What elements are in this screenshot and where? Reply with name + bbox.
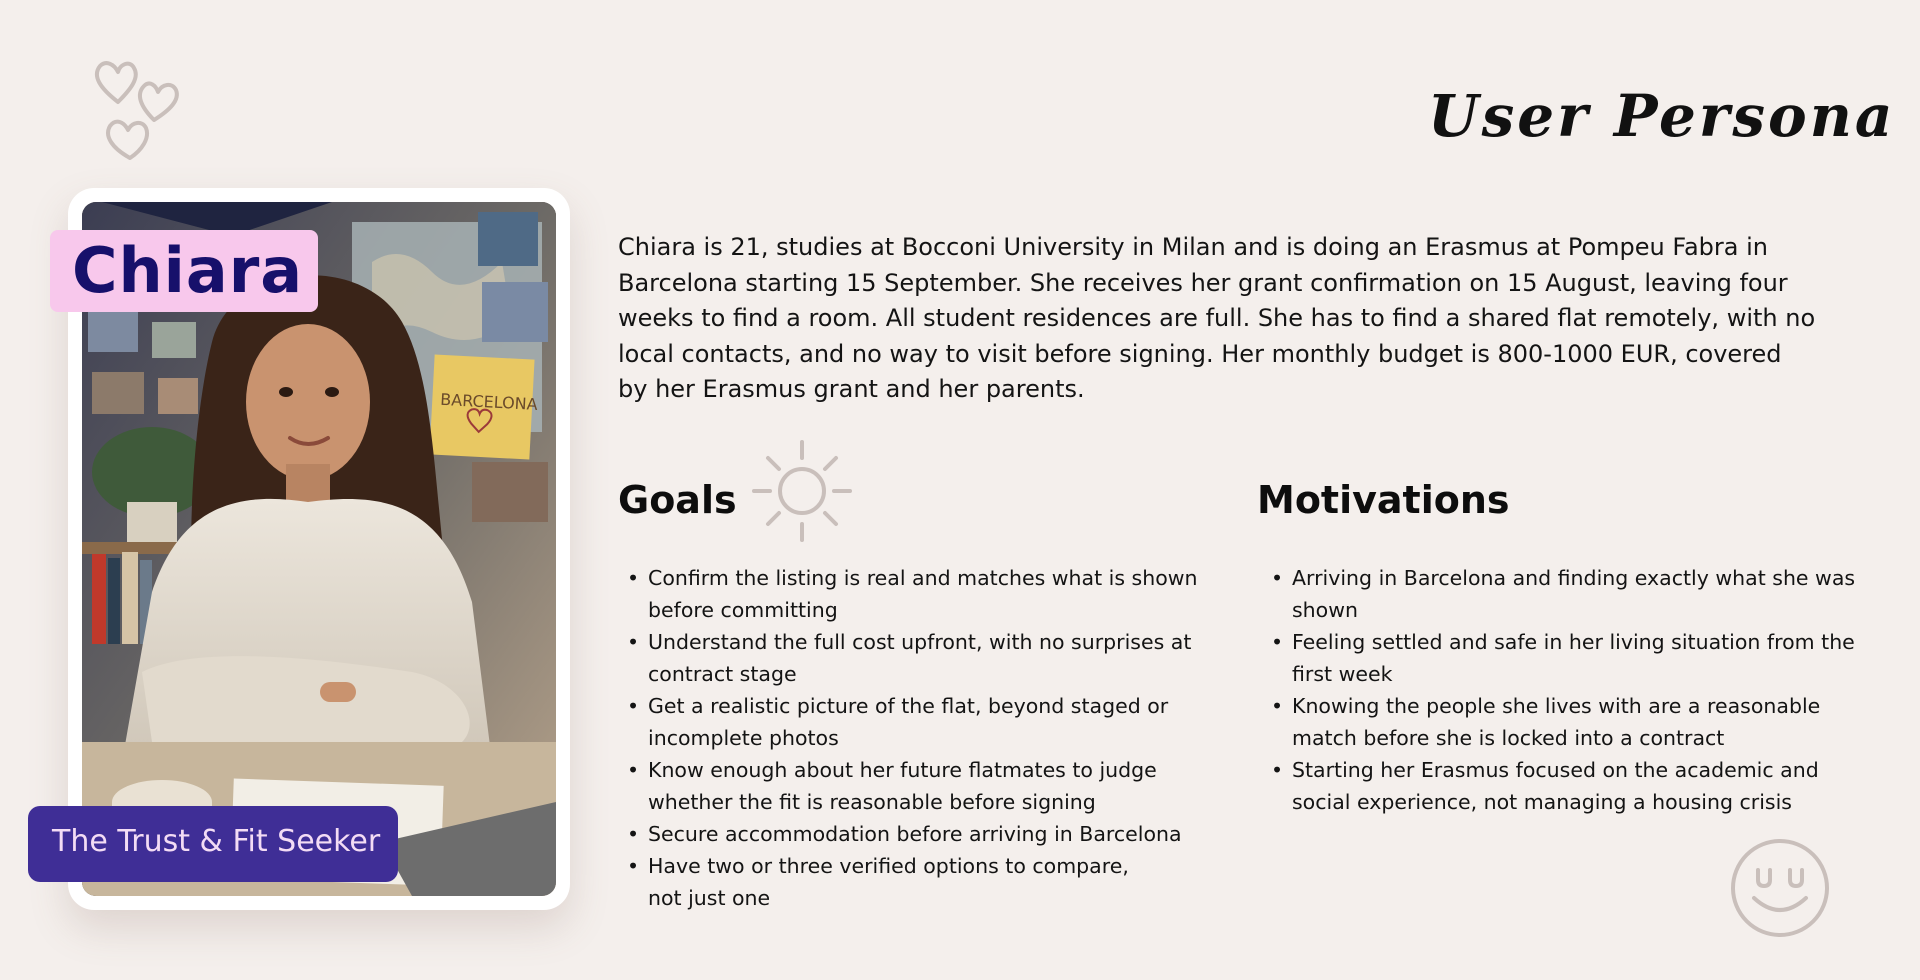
list-item: • Confirm the listing is real and matches what is shown before committing — [618, 562, 1218, 626]
persona-name: Chiara — [72, 234, 304, 307]
sun-icon — [752, 438, 852, 544]
list-item: • Get a realistic picture of the flat, beyond staged or incomplete photos — [618, 690, 1218, 754]
list-item: • Know enough about her future flatmates to judge whether the fit is reasonable before signing — [618, 754, 1218, 818]
persona-name-tag — [50, 230, 318, 312]
list-item: • Arriving in Barcelona and finding exactly what she was shown — [1262, 562, 1882, 626]
persona-bio: Chiara is 21, studies at Bocconi University in Milan and is doing an Erasmus at Pompeu Fabra in Barcelona starting 15 September. She receives her grant confirmation on 15 August, leaving four weeks to find a room. All student residences are full. She has to find a shared flat remotely, with no local contacts, and no way to visit before signing. Her monthly budget is 800-1000 EUR, covered by her Erasmus grant and her parents. — [618, 233, 1816, 403]
list-item: • Have two or three verified options to compare, not just one — [618, 850, 1218, 914]
page-title: User Persona — [1428, 82, 1896, 150]
list-item: • Secure accommodation before arriving in Barcelona — [618, 818, 1218, 850]
hearts-icon — [90, 58, 190, 168]
smiley-icon — [1728, 836, 1832, 940]
motivations-heading: Motivations — [1257, 478, 1510, 522]
list-item: • Understand the full cost upfront, with no surprises at contract stage — [618, 626, 1218, 690]
list-item: • Feeling settled and safe in her living situation from the first week — [1262, 626, 1882, 690]
sticky-note-text: BARCELONA — [439, 389, 539, 414]
goals-list — [618, 562, 1218, 914]
persona-archetype-tag — [28, 806, 398, 882]
motivations-list — [1262, 562, 1882, 818]
list-item: • Knowing the people she lives with are a reasonable match before she is locked into a contract — [1262, 690, 1882, 754]
list-item: • Starting her Erasmus focused on the academic and social experience, not managing a housing crisis — [1262, 754, 1882, 818]
persona-archetype: The Trust & Fit Seeker — [52, 824, 381, 859]
goals-heading: Goals — [618, 478, 737, 522]
